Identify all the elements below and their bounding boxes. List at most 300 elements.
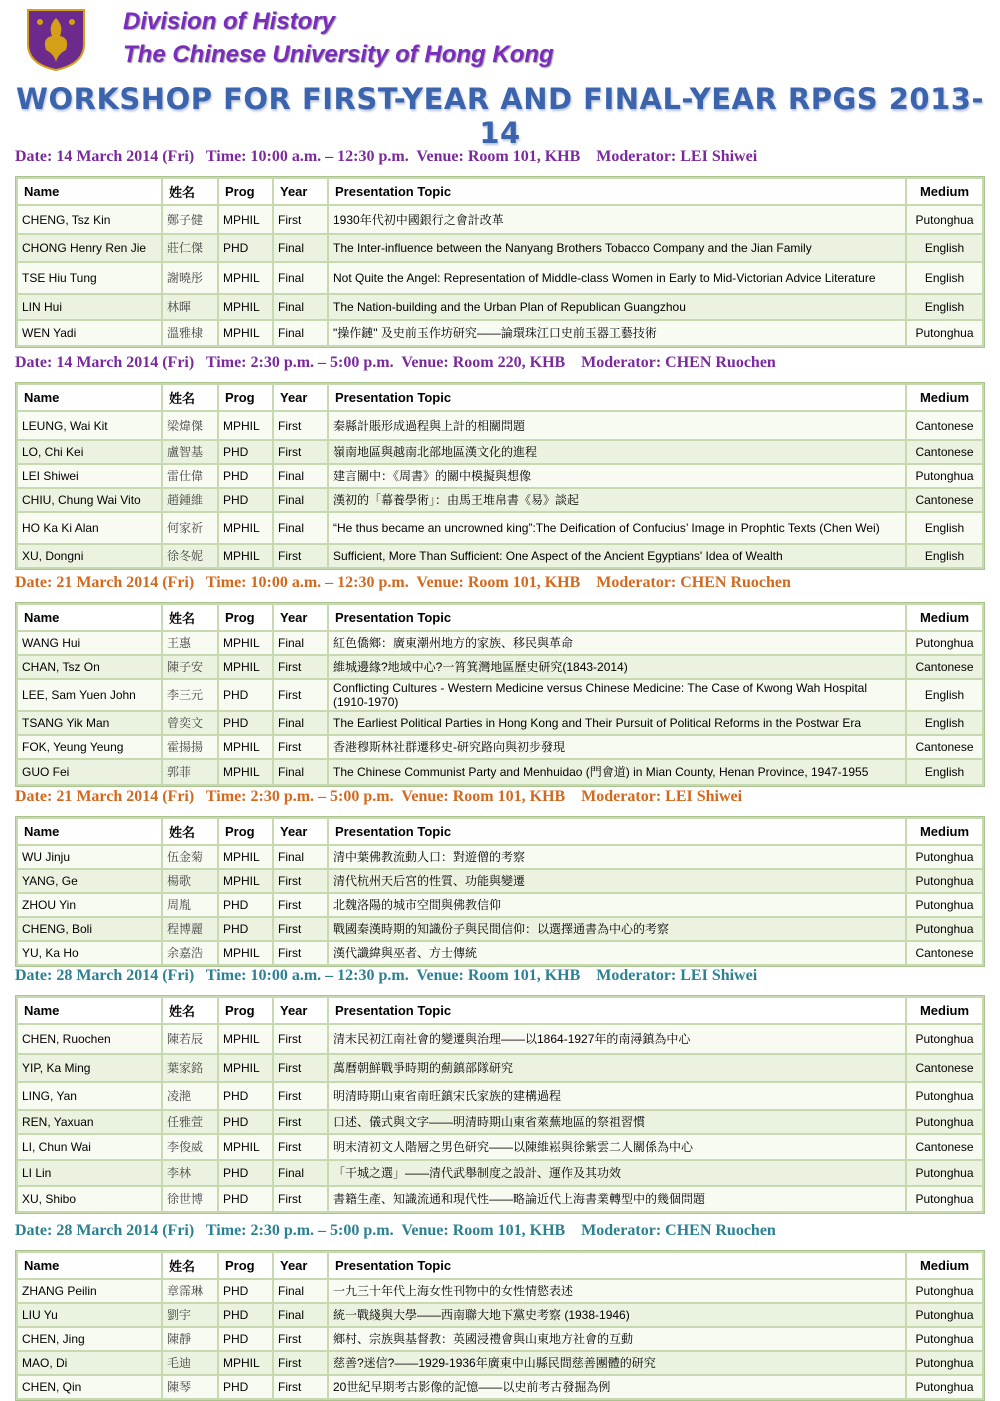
medium: English: [907, 295, 982, 319]
chinese-name: 趙鍾維: [163, 489, 217, 511]
year: First: [274, 206, 327, 233]
column-header-name: Name: [18, 819, 161, 844]
session-title: Date: 28 March 2014 (Fri) Time: 10:00 a.m. – 12:30 p.m. Venue: Room 101, KHB Moderator: LEI Shiwei: [15, 967, 758, 984]
student-name: LEUNG, Wai Kit: [18, 412, 161, 439]
table-header-row: [18, 998, 982, 1023]
table-header-row: [18, 179, 982, 204]
chinese-name: 郭菲: [163, 760, 217, 784]
student-name: CHAN, Tsz On: [18, 656, 161, 678]
year: First: [274, 894, 327, 916]
presentation-topic: 香港穆斯林社群遷移史-研究路向與初步發現: [329, 736, 905, 758]
column-header-chinese-name: 姓名: [163, 819, 217, 844]
programme: MPHIL: [219, 736, 272, 758]
table-row: [18, 295, 982, 319]
column-header-year: Year: [274, 605, 327, 630]
chinese-name: 余嘉浩: [163, 942, 217, 964]
year: Final: [274, 1161, 327, 1185]
schedule-table: [15, 382, 985, 570]
programme: PHD: [219, 1083, 272, 1109]
year: First: [274, 736, 327, 758]
programme: PHD: [219, 1111, 272, 1133]
student-name: ZHOU Yin: [18, 894, 161, 916]
table-row: [18, 942, 982, 964]
student-name: LEI Shiwei: [18, 465, 161, 487]
presentation-topic: 清末民初江南社會的變遷與治理——以1864-1927年的南潯鎮為中心: [329, 1025, 905, 1053]
table-row: [18, 1135, 982, 1159]
presentation-topic: “He thus became an uncrowned king”:The Deification of Confucius’ Image in Prophtic Texts (Chen Wei): [329, 513, 905, 543]
chinese-name: 毛迪: [163, 1352, 217, 1374]
student-name: LEE, Sam Yuen John: [18, 680, 161, 710]
schedule-table: [15, 602, 985, 787]
table-row: [18, 894, 982, 916]
medium: Putonghua: [907, 1304, 982, 1326]
medium: Putonghua: [907, 1025, 982, 1053]
column-header-year: Year: [274, 819, 327, 844]
year: First: [274, 1025, 327, 1053]
column-header-year: Year: [274, 1253, 327, 1278]
presentation-topic: 一九三十年代上海女性刊物中的女性情慾表述: [329, 1280, 905, 1302]
schedule-table: [15, 1250, 985, 1401]
chinese-name: 陳若辰: [163, 1025, 217, 1053]
column-header-prog: Prog: [219, 998, 272, 1023]
medium: Putonghua: [907, 632, 982, 654]
year: First: [274, 412, 327, 439]
presentation-topic: The Chinese Communist Party and Menhuidao (門會道) in Mian County, Henan Province, 1947-1955: [329, 760, 905, 784]
presentation-topic: 漢初的「幕養學術」：由馬王堆帛書《易》談起: [329, 489, 905, 511]
student-name: LO, Chi Kei: [18, 441, 161, 463]
chinese-name: 凌滟: [163, 1083, 217, 1109]
student-name: CHEN, Qin: [18, 1376, 161, 1398]
chinese-name: 霍揚揚: [163, 736, 217, 758]
column-header-topic: Presentation Topic: [329, 998, 905, 1023]
presentation-topic: 建言關中：《周書》的關中模擬與想像: [329, 465, 905, 487]
student-name: YANG, Ge: [18, 870, 161, 892]
programme: MPHIL: [219, 1135, 272, 1159]
programme: PHD: [219, 1161, 272, 1185]
chinese-name: 陳靜: [163, 1328, 217, 1350]
year: First: [274, 545, 327, 567]
medium: English: [907, 513, 982, 543]
presentation-topic: Conflicting Cultures - Western Medicine versus Chinese Medicine: The Case of Kwong Wah Hospital (1910-1970): [329, 680, 905, 710]
student-name: HO Ka Ki Alan: [18, 513, 161, 543]
presentation-topic: 慈善?迷信?——1929-1936年廣東中山縣民間慈善團體的研究: [329, 1352, 905, 1374]
table-row: [18, 918, 982, 940]
chinese-name: 葉家銘: [163, 1055, 217, 1081]
table-row: [18, 870, 982, 892]
chinese-name: 何家祈: [163, 513, 217, 543]
chinese-name: 盧智基: [163, 441, 217, 463]
chinese-name: 莊仁傑: [163, 235, 217, 261]
session-block: [15, 786, 985, 967]
student-name: CHIU, Chung Wai Vito: [18, 489, 161, 511]
session-title: Date: 14 March 2014 (Fri) Time: 10:00 a.m. – 12:30 p.m. Venue: Room 101, KHB Moderator: LEI Shiwei: [15, 148, 758, 165]
programme: PHD: [219, 1304, 272, 1326]
year: First: [274, 656, 327, 678]
programme: MPHIL: [219, 513, 272, 543]
session-block: [15, 146, 985, 348]
column-header-medium: Medium: [907, 998, 982, 1023]
chinese-name: 溫雅棣: [163, 321, 217, 345]
medium: Cantonese: [907, 412, 982, 439]
medium: Putonghua: [907, 1376, 982, 1398]
medium: Putonghua: [907, 1280, 982, 1302]
chinese-name: 劉宇: [163, 1304, 217, 1326]
column-header-topic: Presentation Topic: [329, 819, 905, 844]
table-row: [18, 206, 982, 233]
presentation-topic: 秦縣計賬形成過程與上計的相關問題: [329, 412, 905, 439]
programme: PHD: [219, 1376, 272, 1398]
programme: MPHIL: [219, 206, 272, 233]
year: Final: [274, 263, 327, 293]
year: First: [274, 1352, 327, 1374]
table-row: [18, 321, 982, 345]
presentation-topic: 書籍生產、知識流通和現代性——略論近代上海書業轉型中的幾個問題: [329, 1187, 905, 1211]
programme: MPHIL: [219, 656, 272, 678]
student-name: TSANG Yik Man: [18, 712, 161, 734]
table-row: [18, 1352, 982, 1374]
year: First: [274, 1111, 327, 1133]
year: First: [274, 1376, 327, 1398]
table-header-row: [18, 605, 982, 630]
presentation-topic: 嶺南地區與越南北部地區漢文化的進程: [329, 441, 905, 463]
year: Final: [274, 846, 327, 868]
table-header-row: [18, 819, 982, 844]
chinese-name: 任雅萱: [163, 1111, 217, 1133]
student-name: CHENG, Boli: [18, 918, 161, 940]
programme: MPHIL: [219, 632, 272, 654]
column-header-topic: Presentation Topic: [329, 605, 905, 630]
chinese-name: 李林: [163, 1161, 217, 1185]
programme: PHD: [219, 712, 272, 734]
medium: Putonghua: [907, 1187, 982, 1211]
column-header-medium: Medium: [907, 1253, 982, 1278]
student-name: CHONG Henry Ren Jie: [18, 235, 161, 261]
student-name: LIU Yu: [18, 1304, 161, 1326]
programme: PHD: [219, 1328, 272, 1350]
chinese-name: 章霈琳: [163, 1280, 217, 1302]
chinese-name: 鄭子健: [163, 206, 217, 233]
table-row: [18, 1055, 982, 1081]
chinese-name: 曾奕文: [163, 712, 217, 734]
year: First: [274, 918, 327, 940]
column-header-chinese-name: 姓名: [163, 1253, 217, 1278]
chinese-name: 雷仕偉: [163, 465, 217, 487]
session-title: Date: 14 March 2014 (Fri) Time: 2:30 p.m. – 5:00 p.m. Venue: Room 220, KHB Moderator: CHEN Ruochen: [15, 354, 776, 371]
medium: Cantonese: [907, 1055, 982, 1081]
programme: MPHIL: [219, 263, 272, 293]
column-header-prog: Prog: [219, 1253, 272, 1278]
chinese-name: 林暉: [163, 295, 217, 319]
programme: MPHIL: [219, 1025, 272, 1053]
student-name: REN, Yaxuan: [18, 1111, 161, 1133]
presentation-topic: 維城邊緣?地域中心?一筲箕灣地區歷史研究(1843-2014): [329, 656, 905, 678]
chinese-name: 徐冬妮: [163, 545, 217, 567]
student-name: XU, Shibo: [18, 1187, 161, 1211]
schedule-table: [15, 176, 985, 348]
column-header-name: Name: [18, 385, 161, 410]
programme: PHD: [219, 1280, 272, 1302]
student-name: XU, Dongni: [18, 545, 161, 567]
medium: Cantonese: [907, 1135, 982, 1159]
year: First: [274, 1328, 327, 1350]
student-name: CHEN, Ruochen: [18, 1025, 161, 1053]
student-name: TSE Hiu Tung: [18, 263, 161, 293]
table-row: [18, 656, 982, 678]
institution-name-line2: The Chinese University of Hong Kong: [123, 41, 554, 68]
chinese-name: 程博麗: [163, 918, 217, 940]
medium: Putonghua: [907, 1111, 982, 1133]
table-row: [18, 1025, 982, 1053]
presentation-topic: 「干城之選」——清代武舉制度之設計、運作及其功效: [329, 1161, 905, 1185]
programme: PHD: [219, 441, 272, 463]
year: Final: [274, 235, 327, 261]
programme: PHD: [219, 465, 272, 487]
medium: English: [907, 263, 982, 293]
column-header-medium: Medium: [907, 605, 982, 630]
session-block: [15, 1220, 985, 1401]
column-header-prog: Prog: [219, 819, 272, 844]
medium: Putonghua: [907, 206, 982, 233]
table-row: [18, 680, 982, 710]
presentation-topic: 1930年代初中國銀行之會計改革: [329, 206, 905, 233]
table-row: [18, 736, 982, 758]
medium: Cantonese: [907, 489, 982, 511]
column-header-year: Year: [274, 385, 327, 410]
chinese-name: 伍金菊: [163, 846, 217, 868]
year: Final: [274, 489, 327, 511]
programme: PHD: [219, 1187, 272, 1211]
chinese-name: 梁煒傑: [163, 412, 217, 439]
programme: MPHIL: [219, 295, 272, 319]
column-header-topic: Presentation Topic: [329, 385, 905, 410]
programme: PHD: [219, 489, 272, 511]
student-name: FOK, Yeung Yeung: [18, 736, 161, 758]
year: Final: [274, 465, 327, 487]
student-name: LIN Hui: [18, 295, 161, 319]
table-row: [18, 1304, 982, 1326]
column-header-medium: Medium: [907, 819, 982, 844]
column-header-name: Name: [18, 179, 161, 204]
year: Final: [274, 321, 327, 345]
student-name: WEN Yadi: [18, 321, 161, 345]
page-header: [0, 0, 1000, 150]
column-header-chinese-name: 姓名: [163, 605, 217, 630]
year: First: [274, 1135, 327, 1159]
programme: MPHIL: [219, 942, 272, 964]
student-name: LING, Yan: [18, 1083, 161, 1109]
medium: Putonghua: [907, 1328, 982, 1350]
table-row: [18, 846, 982, 868]
column-header-prog: Prog: [219, 605, 272, 630]
schedule-table: [15, 816, 985, 967]
column-header-year: Year: [274, 179, 327, 204]
programme: MPHIL: [219, 846, 272, 868]
programme: MPHIL: [219, 412, 272, 439]
presentation-topic: 20世紀早期考古影像的記憶——以史前考古發掘為例: [329, 1376, 905, 1398]
year: First: [274, 441, 327, 463]
presentation-topic: 漢代讖緯與巫者、方士傳統: [329, 942, 905, 964]
table-row: [18, 465, 982, 487]
column-header-chinese-name: 姓名: [163, 179, 217, 204]
programme: PHD: [219, 918, 272, 940]
programme: MPHIL: [219, 321, 272, 345]
student-name: ZHANG Peilin: [18, 1280, 161, 1302]
chinese-name: 周胤: [163, 894, 217, 916]
presentation-topic: 清中葉佛教流動人口：對遊僧的考察: [329, 846, 905, 868]
session-title: Date: 28 March 2014 (Fri) Time: 2:30 p.m. – 5:00 p.m. Venue: Room 101, KHB Moderator: CHEN Ruochen: [15, 1222, 776, 1239]
presentation-topic: The Nation-building and the Urban Plan of Republican Guangzhou: [329, 295, 905, 319]
programme: MPHIL: [219, 545, 272, 567]
column-header-prog: Prog: [219, 385, 272, 410]
schedule-table: [15, 995, 985, 1214]
medium: Cantonese: [907, 656, 982, 678]
student-name: CHEN, Jing: [18, 1328, 161, 1350]
table-header-row: [18, 385, 982, 410]
year: Final: [274, 632, 327, 654]
medium: Cantonese: [907, 942, 982, 964]
medium: English: [907, 680, 982, 710]
medium: English: [907, 545, 982, 567]
university-crest-icon: [20, 8, 92, 72]
presentation-topic: Not Quite the Angel: Representation of Middle-class Women in Early to Mid-Victorian Advice Literature: [329, 263, 905, 293]
student-name: MAO, Di: [18, 1352, 161, 1374]
year: First: [274, 942, 327, 964]
table-row: [18, 513, 982, 543]
chinese-name: 李三元: [163, 680, 217, 710]
table-row: [18, 441, 982, 463]
table-row: [18, 235, 982, 261]
year: Final: [274, 1280, 327, 1302]
column-header-prog: Prog: [219, 179, 272, 204]
table-row: [18, 1280, 982, 1302]
year: First: [274, 1055, 327, 1081]
student-name: LI, Chun Wai: [18, 1135, 161, 1159]
chinese-name: 楊歌: [163, 870, 217, 892]
column-header-chinese-name: 姓名: [163, 998, 217, 1023]
column-header-medium: Medium: [907, 179, 982, 204]
medium: Cantonese: [907, 441, 982, 463]
medium: Putonghua: [907, 846, 982, 868]
programme: MPHIL: [219, 870, 272, 892]
year: First: [274, 870, 327, 892]
column-header-medium: Medium: [907, 385, 982, 410]
session-block: [15, 352, 985, 570]
table-row: [18, 1376, 982, 1398]
institution-name-line1: Division of History: [123, 8, 336, 35]
presentation-topic: 紅色僑鄉：廣東潮州地方的家族、移民與革命: [329, 632, 905, 654]
presentation-topic: 口述、儀式與文字——明清時期山東省萊蕪地區的祭祖習慣: [329, 1111, 905, 1133]
programme: MPHIL: [219, 1352, 272, 1374]
session-block: [15, 572, 985, 787]
chinese-name: 陳子安: [163, 656, 217, 678]
chinese-name: 王惠: [163, 632, 217, 654]
chinese-name: 徐世博: [163, 1187, 217, 1211]
table-row: [18, 1328, 982, 1350]
session-title: Date: 21 March 2014 (Fri) Time: 2:30 p.m. – 5:00 p.m. Venue: Room 101, KHB Moderator: LEI Shiwei: [15, 788, 743, 805]
medium: English: [907, 235, 982, 261]
presentation-topic: 北魏洛陽的城市空間與佛教信仰: [329, 894, 905, 916]
table-row: [18, 632, 982, 654]
student-name: WU Jinju: [18, 846, 161, 868]
table-row: [18, 1083, 982, 1109]
medium: English: [907, 760, 982, 784]
table-row: [18, 412, 982, 439]
medium: Putonghua: [907, 918, 982, 940]
presentation-topic: The Earliest Political Parties in Hong Kong and Their Pursuit of Political Reforms in the Postwar Era: [329, 712, 905, 734]
presentation-topic: 明清時期山東省南旺鎮宋氏家族的建構過程: [329, 1083, 905, 1109]
student-name: YIP, Ka Ming: [18, 1055, 161, 1081]
table-row: [18, 489, 982, 511]
table-row: [18, 1161, 982, 1185]
student-name: WANG Hui: [18, 632, 161, 654]
table-row: [18, 263, 982, 293]
year: Final: [274, 1304, 327, 1326]
column-header-chinese-name: 姓名: [163, 385, 217, 410]
column-header-name: Name: [18, 605, 161, 630]
medium: Putonghua: [907, 465, 982, 487]
presentation-topic: 清代杭州天后宮的性質、功能與變遷: [329, 870, 905, 892]
medium: English: [907, 712, 982, 734]
student-name: GUO Fei: [18, 760, 161, 784]
programme: MPHIL: [219, 1055, 272, 1081]
year: Final: [274, 760, 327, 784]
table-row: [18, 712, 982, 734]
chinese-name: 李俊威: [163, 1135, 217, 1159]
presentation-topic: 統一戰綫與大學——西南聯大地下黨史考察 (1938-1946): [329, 1304, 905, 1326]
chinese-name: 陳琴: [163, 1376, 217, 1398]
presentation-topic: Sufficient, More Than Sufficient: One Aspect of the Ancient Egyptians' Idea of Wealth: [329, 545, 905, 567]
presentation-topic: 戰國秦漢時期的知識份子與民間信仰：以選擇通書為中心的考察: [329, 918, 905, 940]
column-header-name: Name: [18, 1253, 161, 1278]
year: Final: [274, 513, 327, 543]
medium: Putonghua: [907, 1352, 982, 1374]
medium: Cantonese: [907, 736, 982, 758]
programme: PHD: [219, 235, 272, 261]
student-name: YU, Ka Ho: [18, 942, 161, 964]
table-row: [18, 1111, 982, 1133]
year: Final: [274, 712, 327, 734]
table-row: [18, 760, 982, 784]
presentation-topic: 明末清初文人階層之男色研究——以陳維崧與徐紫雲二人關係為中心: [329, 1135, 905, 1159]
medium: Putonghua: [907, 321, 982, 345]
column-header-name: Name: [18, 998, 161, 1023]
session-block: [15, 965, 985, 1214]
table-header-row: [18, 1253, 982, 1278]
student-name: CHENG, Tsz Kin: [18, 206, 161, 233]
presentation-topic: "操作鏈" 及史前玉作坊研究——論環珠江口史前玉器工藝技術: [329, 321, 905, 345]
workshop-title: WORKSHOP FOR FIRST-YEAR AND FINAL-YEAR RPGS 2013-14: [15, 82, 985, 150]
year: First: [274, 680, 327, 710]
programme: PHD: [219, 680, 272, 710]
column-header-topic: Presentation Topic: [329, 1253, 905, 1278]
year: First: [274, 1187, 327, 1211]
column-header-year: Year: [274, 998, 327, 1023]
year: Final: [274, 295, 327, 319]
programme: PHD: [219, 894, 272, 916]
medium: Putonghua: [907, 1083, 982, 1109]
table-row: [18, 545, 982, 567]
presentation-topic: The Inter-influence between the Nanyang Brothers Tobacco Company and the Jian Family: [329, 235, 905, 261]
medium: Putonghua: [907, 894, 982, 916]
column-header-topic: Presentation Topic: [329, 179, 905, 204]
table-row: [18, 1187, 982, 1211]
programme: MPHIL: [219, 760, 272, 784]
medium: Putonghua: [907, 1161, 982, 1185]
medium: Putonghua: [907, 870, 982, 892]
session-title: Date: 21 March 2014 (Fri) Time: 10:00 a.m. – 12:30 p.m. Venue: Room 101, KHB Moderator: CHEN Ruochen: [15, 574, 791, 591]
student-name: LI Lin: [18, 1161, 161, 1185]
chinese-name: 謝曉彤: [163, 263, 217, 293]
